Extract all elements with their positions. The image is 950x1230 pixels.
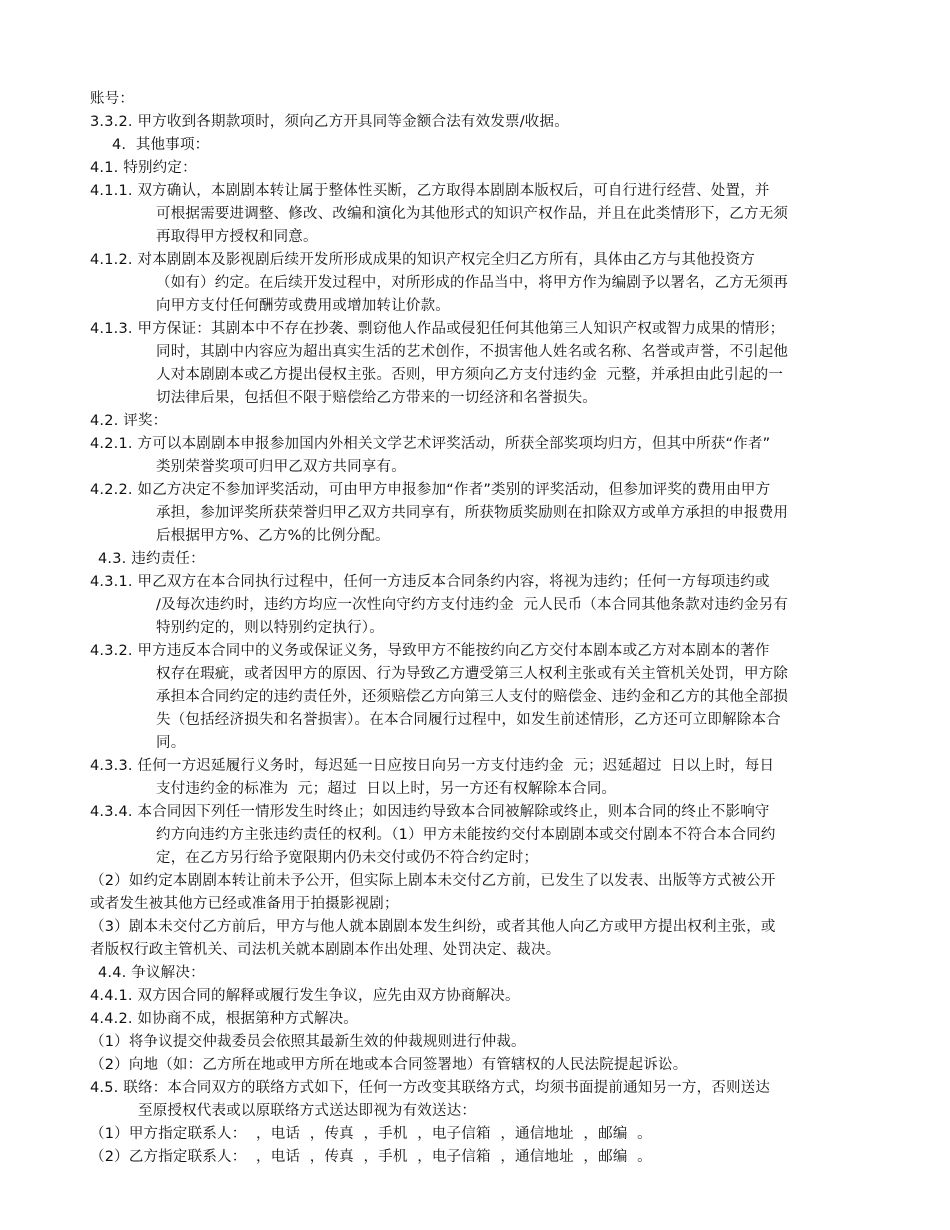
clause-4-4-1: 4.4.1. 双方因合同的解释或履行发生争议，应先由双方协商解决。	[90, 988, 520, 1004]
clause-3-3-2: 3.3.2. 甲方收到各期款项时，须向乙方开具同等金额合法有效发票/收据。	[90, 114, 569, 130]
clause-4-3-1: 4.3.1. 甲乙双方在本合同执行过程中，任何一方违反本合同条约内容，将视为违约；任何一方每项违约或	[90, 574, 770, 590]
clause-4-3-2-cont: 承担本合同约定的违约责任外，还须赔偿乙方向第三人支付的赔偿金、违约金和乙方的其他全部损	[156, 689, 789, 705]
clause-4-1-2-cont: （如有）约定。在后续开发过程中，对所形成的作品当中，将甲方作为编剧予以署名，乙方无须再	[156, 275, 789, 291]
account-line: 账号：	[90, 91, 135, 107]
clause-4-3-4-cont: 约方向违约方主张违约责任的权利。（1）甲方未能按约交付本剧剧本或交付剧本不符合本合同约	[156, 827, 776, 843]
contact-party-a: （1）甲方指定联系人： ，电话 ，传真 ，手机 ，电子信箱 ，通信地址 ，邮编 。	[90, 1126, 652, 1142]
clause-4-1-3-cont: 切法律后果，包括但不限于赔偿给乙方带来的一切经济和名誉损失。	[156, 390, 597, 406]
clause-4-3-1-cont: 特别约定的，则以特别约定执行）。	[156, 620, 384, 636]
clause-4-5: 4.5. 联络：本合同双方的联络方式如下，任何一方改变其联络方式，均须书面提前通知另一方，否则送达	[90, 1080, 771, 1096]
clause-4-1-2-cont: 向甲方支付任何酬劳或费用或增加转让价款。	[156, 298, 450, 314]
clause-4-3-2: 4.3.2. 甲方违反本合同中的义务或保证义务，导致甲方不能按约向乙方交付本剧本或乙方对本剧本的著作	[90, 643, 770, 659]
item-2-cont: 或者发生被其他方已经或准备用于拍摄影视剧；	[90, 896, 399, 912]
clause-4-1-3-cont: 人对本剧剧本或乙方提出侵权主张。否则，甲方须向乙方支付违约金 元整，并承担由此引起的一	[156, 367, 784, 383]
clause-4-3-3: 4.3.3. 任何一方迟延履行义务时，每迟延一日应按日向另一方支付违约金 元；迟延超过 日以上时，每日	[90, 758, 775, 774]
clause-4-3-4-cont: 定，在乙方另行给予宽限期内仍未交付或仍不符合约定时；	[156, 850, 539, 866]
clause-4-3-1-cont: /及每次违约时，违约方均应一次性向守约方支付违约金 元人民币（本合同其他条款对违约金另有	[156, 597, 789, 613]
clause-4-4-2: 4.4.2. 如协商不成，根据第种方式解决。	[90, 1011, 359, 1027]
clause-4-2-1: 4.2.1. 方可以本剧剧本申报参加国内外相关文学艺术评奖活动，所获全部奖项均归方，但其中所获“作者”	[90, 436, 771, 452]
clause-4-1-3: 4.1.3. 甲方保证：其剧本中不存在抄袭、剽窃他人作品或侵犯任何其他第三人知识产权或智力成果的情形；	[90, 321, 785, 337]
dispute-option-1: （1）将争议提交仲裁委员会依照其最新生效的仲裁规则进行仲裁。	[90, 1034, 526, 1050]
clause-4-1-1: 4.1.1. 双方确认，本剧剧本转让属于整体性买断，乙方取得本剧剧本版权后，可自行进行经营、处置，并	[90, 183, 770, 199]
clause-4-2-heading: 4.2. 评奖：	[90, 413, 168, 429]
clause-4-1-1-cont: 再取得甲方授权和同意。	[156, 229, 318, 245]
item-2: （2）如约定本剧剧本转让前未予公开，但实际上剧本未交付乙方前，已发生了以发表、出版等方式被公开	[90, 873, 776, 889]
clause-4-3-heading: 4.3. 违约责任：	[98, 551, 205, 567]
clause-4-3-4: 4.3.4. 本合同因下列任一情形发生时终止；如因违约导致本合同被解除或终止，则本合同的终止不影响守	[90, 804, 770, 820]
clause-4-3-3-cont: 支付违约金的标准为 元；超过 日以上时，另一方还有权解除本合同。	[156, 781, 617, 797]
clause-4-1-heading: 4.1. 特别约定：	[90, 160, 197, 176]
contact-party-b: （2）乙方指定联系人： ，电话 ，传真 ，手机 ，电子信箱 ，通信地址 ，邮编 。	[90, 1149, 652, 1165]
clause-4-2-2-cont: 后根据甲方%、乙方%的比例分配。	[156, 528, 390, 544]
clause-4-3-2-cont: 失（包括经济损失和名誉损害）。在本合同履行过程中，如发生前述情形，乙方还可立即解除本合	[156, 712, 781, 728]
item-3: （3）剧本未交付乙方前后，甲方与他人就本剧剧本发生纠纷，或者其他人向乙方或甲方提出权利主张，或	[90, 919, 776, 935]
clause-4-3-2-cont: 同。	[156, 735, 186, 751]
clause-4-5-cont: 至原授权代表或以原联络方式送达即视为有效送达：	[138, 1103, 477, 1119]
dispute-option-2: （2）向地（如：乙方所在地或甲方所在地或本合同签署地）有管辖权的人民法院提起诉讼。	[90, 1057, 688, 1073]
clause-4-3-2-cont: 权存在瑕疵，或者因甲方的原因、行为导致乙方遭受第三人权利主张或有关主管机关处罚，甲方除	[156, 666, 789, 682]
clause-4-1-2: 4.1.2. 对本剧剧本及影视剧后续开发所形成成果的知识产权完全归乙方所有，具体由乙方与其他投资方	[90, 252, 755, 268]
clause-4-4-heading: 4.4. 争议解决：	[98, 965, 205, 981]
section-4-heading: 4. 其他事项：	[112, 137, 210, 153]
clause-4-2-2: 4.2.2. 如乙方决定不参加评奖活动，可由甲方申报参加“作者”类别的评奖活动，但参加评奖的费用由甲方	[90, 482, 771, 498]
clause-4-2-1-cont: 类别荣誉奖项可归甲乙双方共同享有。	[156, 459, 406, 475]
item-3-cont: 者版权行政主管机关、司法机关就本剧剧本作出处理、处罚决定、裁决。	[90, 942, 561, 958]
clause-4-1-3-cont: 同时，其剧中内容应为超出真实生活的艺术创作，不损害他人姓名或名称、名誉或声誉，不引起他	[156, 344, 789, 360]
clause-4-2-2-cont: 承担，参加评奖所获荣誉归甲乙双方共同享有，所获物质奖励则在扣除双方或单方承担的申报费用	[156, 505, 789, 521]
clause-4-1-1-cont: 可根据需要进调整、修改、改编和演化为其他形式的知识产权作品，并且在此类情形下，乙方无须	[156, 206, 789, 222]
